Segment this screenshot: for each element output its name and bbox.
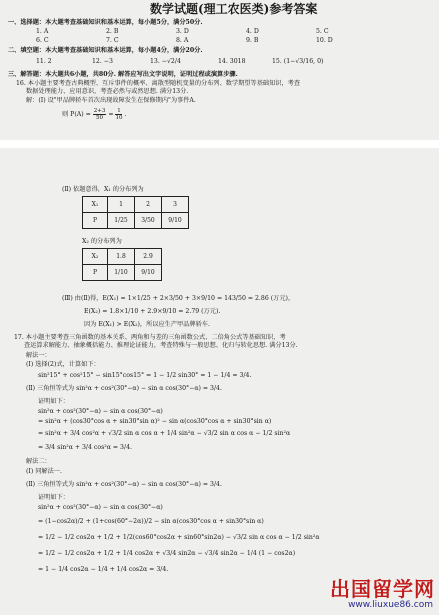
table-cell: 3 — [162, 197, 189, 213]
part-3-conclusion: 因为 E(X₁) > E(X₂)，所以应生产甲品牌轿车. — [84, 321, 210, 328]
fraction — [115, 108, 122, 121]
q16-intro: 16. 本小题主要考查古典概型、互斥事件的概率、离散型随机变量的分布列、数学期望等基础知识，考查 — [16, 80, 301, 87]
table-row — [83, 265, 162, 281]
fill-answer: 15. (1−√3/16, 0) — [272, 58, 324, 65]
sol1-proof-label: 证明如下： — [38, 398, 69, 405]
fraction — [93, 108, 107, 121]
table-cell: 9/10 — [135, 265, 162, 281]
x2-header: X₂ 的分布列为 — [82, 238, 122, 245]
page-title: 数学试题(理工农医类)参考答案 — [150, 2, 318, 16]
proof-line: sin²α + cos²(30°−α) − sin α cos(30°−α) — [38, 408, 163, 415]
frac-num: 2+3 — [93, 108, 106, 114]
period: . — [124, 111, 127, 118]
table-cell: 1.8 — [108, 249, 135, 265]
equals-sign: = — [108, 111, 114, 118]
fill-answer: 14. 3018 — [218, 58, 246, 65]
solution-2-label: 解法二： — [26, 458, 51, 465]
watermark-name: 出国留学网 — [330, 577, 435, 601]
table-row — [83, 197, 189, 213]
choice-answer: 4. D — [246, 28, 259, 35]
table-cell: 1/25 — [108, 213, 135, 229]
choice-answer: 2. B — [106, 28, 119, 35]
frac-den: 10 — [115, 115, 123, 121]
part-3-line: (Ⅲ) 由(Ⅱ)得，E(X₁) = 1×1/25 + 2×3/50 + 3×9/10 = 143/50 = 2.86 (万元)， — [62, 295, 295, 302]
part-2-header: (Ⅱ) 依题意得，X₁ 的分布列为 — [62, 186, 144, 193]
choice-answer: 3. D — [176, 28, 189, 35]
part-3-line: E(X₂) = 1.8×1/10 + 2.9×9/10 = 2.79 (万元). — [84, 308, 221, 315]
proof-line: = sin²α + 3/4 cos²α + √3/2 sin α cos α + 1/4 sin²α − √3/2 sin α cos α − 1/2 sin²α — [38, 430, 291, 437]
table-row — [83, 249, 162, 265]
prob-prefix: 则 P(A) = — [62, 111, 91, 118]
proof-line: = (1−cos2α)/2 + (1+cos(60°−2α))/2 − sin α(cos30°cos α + sin30°sin α) — [38, 518, 264, 525]
proof-line: = 1 − 1/4 cos2α − 1/4 + 1/4 cos2α = 3/4. — [38, 566, 169, 573]
section-1-header: 一、选择题：本大题考查基础知识和基本运算，每小题5分，满分50分. — [8, 19, 203, 26]
frac-den: 50 — [96, 115, 104, 121]
proof-line: = 1/2 − 1/2 cos2α + 1/2 + 1/2(cos60°cos2α + sin60°sin2α) − √3/2 sin α cos α − 1/2 sin²α — [38, 534, 320, 541]
watermark-url: www.liuxue86.com — [348, 600, 433, 610]
q17-intro: 17. 本小题主要考查三角函数的基本关系、两角和与差的三角函数公式、二倍角公式等基础知识，考 — [14, 334, 286, 341]
table-cell: 1 — [108, 197, 135, 213]
fill-answer: 12. −3 — [92, 58, 113, 65]
proof-line: = 1/2 − 1/2 cos2α + 1/2 + 1/4 cos2α + √3/4 sin2α − √3/4 sin2α − 1/4 (1 − cos2α) — [38, 550, 296, 557]
section-2-header: 二、填空题：本大题考查基础知识和基本运算，每小题4分，满分20分. — [8, 47, 203, 54]
q16-intro-cont: 数据处理能力、应用意识，考查必然与或然思想. 满分13分. — [26, 88, 189, 95]
section-3-header: 三、解答题：本大题共6小题，共80分. 解答应写出文字说明，证明过程或演算步骤. — [8, 71, 238, 78]
site-watermark — [295, 578, 435, 612]
fill-answer: 13. −√2/4 — [150, 58, 181, 65]
table-cell: 3/50 — [135, 213, 162, 229]
q17-intro-cont: 查运算求解能力、抽象概括能力、推理论证能力，考查特殊与一般思想、化归与转化思想. 满分13分. — [24, 342, 298, 349]
x1-distribution-table — [82, 196, 189, 229]
table-cell: 1/10 — [108, 265, 135, 281]
fill-answer: 11. 2 — [36, 58, 52, 65]
table-cell: P — [83, 213, 108, 229]
choice-answer: 7. C — [106, 37, 119, 44]
table-row — [83, 213, 189, 229]
table-cell: X₁ — [83, 197, 108, 213]
q16-part-1: 解：(Ⅰ) 设"甲品牌轿车首次出现故障发生在保修期内"为事件A. — [26, 97, 196, 104]
table-cell: X₂ — [83, 249, 108, 265]
choice-answer: 10. D — [316, 37, 333, 44]
sol2-part-1: (Ⅰ) 同解法一. — [26, 468, 62, 475]
sol2-part-2: (Ⅱ) 三角恒等式为 sin²α + cos²(30°−α) − sin α cos(30°−α) = 3/4. — [26, 481, 222, 488]
table-cell: P — [83, 265, 108, 281]
table-cell: 2 — [135, 197, 162, 213]
table-cell: 2.9 — [135, 249, 162, 265]
q16-probability — [62, 108, 126, 122]
proof-line: = 3/4 sin²α + 3/4 cos²α = 3/4. — [38, 444, 132, 451]
choice-answer: 5. C — [316, 28, 329, 35]
x2-distribution-table — [82, 248, 162, 281]
solution-1-label: 解法一： — [26, 352, 51, 359]
choice-answer: 9. B — [246, 37, 259, 44]
sol2-proof-label: 证明如下： — [38, 494, 69, 501]
choice-answer: 1. A — [36, 28, 49, 35]
table-cell: 9/10 — [162, 213, 189, 229]
answer-page-1 — [0, 0, 439, 140]
proof-line: sin²α + cos²(30°−α) − sin α cos(30°−α) — [38, 504, 163, 511]
choice-answer: 6. C — [36, 37, 49, 44]
proof-line: = sin²α + (cos30°cos α + sin30°sin α)² − sin α(cos30°cos α + sin30°sin α) — [38, 418, 272, 425]
frac-num: 1 — [117, 108, 121, 114]
sol1-part-1: (Ⅰ) 选择(2)式，计算如下： — [26, 361, 100, 368]
answer-page-2 — [0, 148, 439, 615]
sol1-part-2: (Ⅱ) 三角恒等式为 sin²α + cos²(30°−α) − sin α cos(30°−α) = 3/4. — [26, 385, 222, 392]
choice-answer: 8. A — [176, 37, 189, 44]
sol1-calc: sin²15° + cos²15° − sin15°cos15° = 1 − 1/2 sin30° = 1 − 1/4 = 3/4. — [38, 372, 252, 379]
